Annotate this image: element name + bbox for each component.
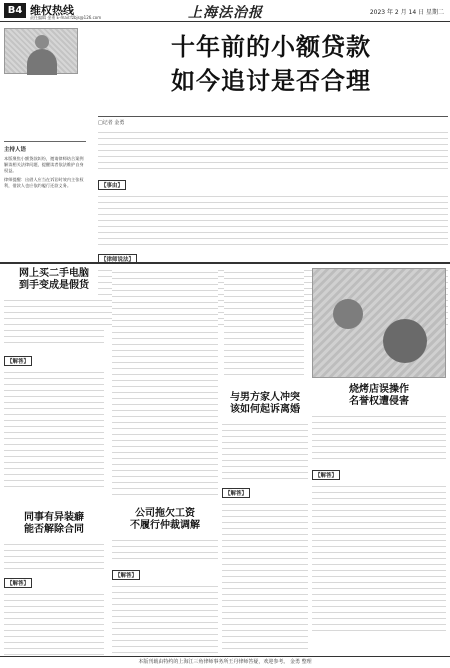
story-title-line-1: 网上买二手电脑 bbox=[19, 268, 89, 279]
story-title-line-1: 与男方家人冲突 bbox=[230, 392, 300, 403]
headline-line-1: 十年前的小额贷款 bbox=[171, 33, 371, 61]
story-answer-label: 【解答】 bbox=[222, 488, 250, 498]
sidebar bbox=[4, 28, 86, 258]
section-title: 维权热线 bbox=[30, 4, 74, 17]
story-answer-label: 【解答】 bbox=[112, 570, 140, 580]
issue-date: 2023 年 2 月 14 日 星期二 bbox=[369, 9, 444, 16]
story-body-text bbox=[224, 268, 304, 376]
story-title-line-2: 到手变成是假货 bbox=[19, 280, 89, 291]
story-answer-label: 【解答】 bbox=[4, 578, 32, 588]
story-question-text bbox=[222, 420, 308, 480]
byline: □记者 金勇 bbox=[98, 116, 448, 126]
story-wage-column-top bbox=[112, 268, 218, 498]
story-middle-column-top bbox=[224, 268, 304, 376]
story-title-line-1: 同事有异装癖 bbox=[24, 512, 84, 523]
sidebar-paragraph-2: 律师提醒：出借人应当在诉讼时效内主张权利，借款人也应依约履行还款义务。 bbox=[4, 177, 84, 188]
story-answer-label: 【解答】 bbox=[4, 356, 32, 366]
story-divorce-conflict bbox=[222, 392, 308, 650]
story-answer-label: 【解答】 bbox=[312, 470, 340, 480]
story-question-text bbox=[112, 536, 218, 562]
lead-lawyer-label: 【律师说法】 bbox=[98, 254, 137, 264]
story-body-text bbox=[112, 268, 218, 498]
headline-line-2: 如今追讨是否合理 bbox=[171, 67, 371, 95]
story-secondhand-computer bbox=[4, 268, 104, 488]
page-number: B4 bbox=[4, 3, 26, 18]
sidebar-filler-text bbox=[4, 77, 86, 137]
story-question-text bbox=[4, 296, 104, 348]
host-body bbox=[27, 49, 57, 75]
host-head bbox=[35, 35, 49, 49]
lead-intro-text bbox=[98, 128, 448, 172]
story-title-line-2: 名誉权遭侵害 bbox=[349, 396, 409, 407]
editor-credit: 责任编辑 金勇 E-mail:fzbjs@126.com bbox=[30, 15, 102, 20]
story-unpaid-wages bbox=[112, 508, 218, 658]
lead-case-text bbox=[98, 192, 448, 246]
story-answer-text bbox=[112, 582, 218, 658]
photo-figure bbox=[333, 299, 363, 329]
page-footer: 本版刊载由特约的上海江三角律师事务所王丹律师答疑，欢迎参考。 金勇 整理 bbox=[0, 656, 450, 668]
story-answer-text bbox=[222, 500, 308, 650]
photo-figure bbox=[383, 319, 427, 363]
sidebar-paragraph-1: 本版聚焦小额贷款纠纷，邀请律师结合案例解读相关法律问题，提醒读者依法维护自身权益。 bbox=[4, 156, 84, 173]
story-title-line-2: 该如何起诉离婚 bbox=[230, 404, 300, 415]
story-barbecue-defamation bbox=[312, 384, 446, 632]
sidebar-divider bbox=[4, 141, 86, 142]
story-question-text bbox=[312, 412, 446, 462]
story-title-line-2: 不履行仲裁调解 bbox=[130, 520, 200, 531]
section-divider bbox=[0, 262, 450, 264]
story-answer-text bbox=[4, 590, 104, 660]
lead-headline bbox=[96, 30, 446, 98]
story-title-line-1: 公司拖欠工资 bbox=[135, 508, 195, 519]
host-photo bbox=[4, 28, 78, 74]
host-column-title: 主持人语 bbox=[4, 147, 27, 153]
story-title-line-1: 烧烤店误操作 bbox=[349, 384, 409, 395]
story-title-line-2: 能否解除合同 bbox=[24, 524, 84, 535]
newspaper-name: 上海法治报 bbox=[188, 5, 263, 21]
story-crossdressing-colleague bbox=[4, 512, 104, 660]
lead-case-label: 【事由】 bbox=[98, 180, 126, 190]
masthead bbox=[0, 0, 450, 22]
barbecue-photo bbox=[312, 268, 446, 378]
story-answer-text bbox=[4, 368, 104, 488]
story-answer-text bbox=[312, 482, 446, 632]
story-question-text bbox=[4, 540, 104, 570]
